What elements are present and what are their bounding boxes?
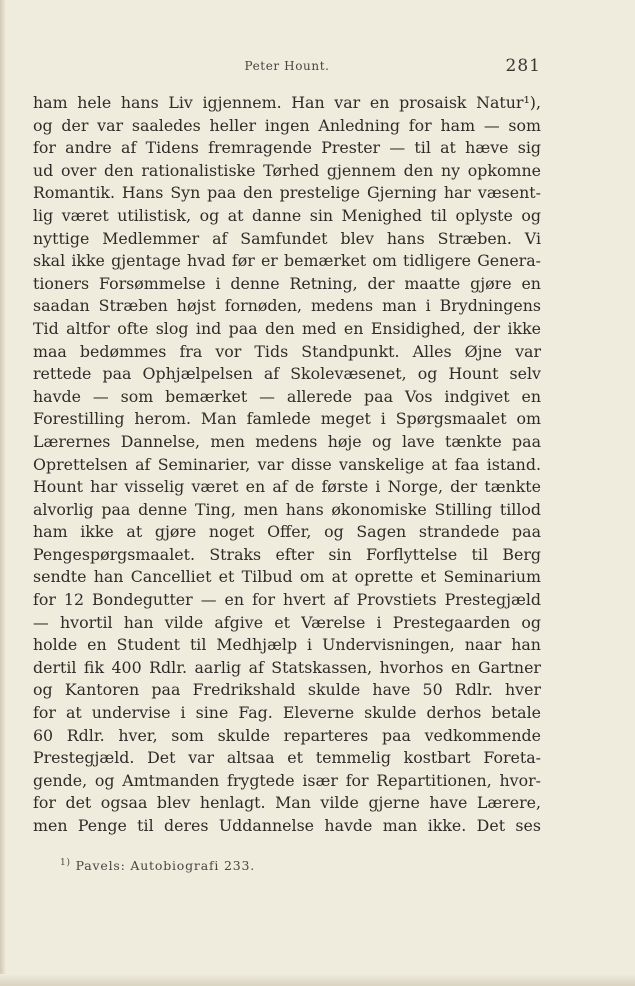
footnote-text: Pavels: Autobiografi 233. <box>75 858 255 873</box>
text-line: for andre af Tidens fremragende Prester — til at hæve sig <box>33 138 541 158</box>
text-line: og Kantoren paa Fredrikshald skulde have 50 Rdlr. hver <box>33 680 541 700</box>
running-head: Peter Hount. <box>244 59 330 73</box>
text-line: 60 Rdlr. hver, som skulde reparteres paa vedkommende <box>33 725 541 745</box>
text-line: ud over den rationalistiske Tørhed gjennem den ny opkomne <box>33 160 541 180</box>
text-line: Oprettelsen af Seminarier, var disse vanskelige at faa istand. <box>33 454 541 474</box>
text-line: for 12 Bondegutter — en for hvert af Provstiets Prestegjæld <box>33 590 541 610</box>
page-number: 281 <box>505 56 541 76</box>
text-line: holde en Student til Medhjælp i Undervisningen, naar han <box>33 635 541 655</box>
page-bottom-edge <box>0 974 635 986</box>
text-line: for at undervise i sine Fag. Eleverne skulde derhos betale <box>33 703 541 723</box>
page-header <box>33 56 541 80</box>
text-line: og der var saaledes heller ingen Anledning for ham — som <box>33 115 541 135</box>
text-line: Hount har visselig været en af de første i Norge, der tænkte <box>33 477 541 497</box>
text-line: dertil fik 400 Rdlr. aarlig af Statskassen, hvorhos en Gartner <box>33 657 541 677</box>
text-line: havde — som bemærket — allerede paa Vos indgivet en <box>33 386 541 406</box>
text-line: sendte han Cancelliet et Tilbud om at oprette et Seminarium <box>33 567 541 587</box>
text-line: ham hele hans Liv igjennem. Han var en prosaisk Natur¹), <box>33 93 541 112</box>
text-line: lig været utilistisk, og at danne sin Menighed til oplyste og <box>33 205 541 225</box>
text-line: tioners Forsømmelse i denne Retning, der maatte gjøre en <box>33 273 541 293</box>
text-line: saadan Stræben højst fornøden, medens man i Brydningens <box>33 296 541 316</box>
footnote-marker: 1) <box>60 858 71 868</box>
text-line: Prestegjæld. Det var altsaa et temmelig kostbart Foreta- <box>33 748 541 768</box>
text-line: Tid altfor ofte slog ind paa den med en Ensidighed, der ikke <box>33 318 541 338</box>
text-line: men Penge til deres Uddannelse havde man ikke. Det ses <box>33 816 541 835</box>
text-line: for det ogsaa blev henlagt. Man vilde gjerne have Lærere, <box>33 793 541 813</box>
text-line: Pengespørgsmaalet. Straks efter sin Forflyttelse til Berg <box>33 544 541 564</box>
text-line: ham ikke at gjøre noget Offer, og Sagen strandede paa <box>33 522 541 542</box>
footnote <box>60 858 255 873</box>
text-line: Lærernes Dannelse, men medens høje og lave tænkte paa <box>33 431 541 451</box>
text-line: Forestilling herom. Man famlede meget i Spørgsmaalet om <box>33 409 541 429</box>
text-line: alvorlig paa denne Ting, men hans økonomiske Stilling tillod <box>33 499 541 519</box>
text-line: skal ikke gjentage hvad før er bemærket om tidligere Genera- <box>33 251 541 271</box>
text-line: Romantik. Hans Syn paa den prestelige Gjerning har væsent- <box>33 183 541 203</box>
text-line: — hvortil han vilde afgive et Værelse i Prestegaarden og <box>33 612 541 632</box>
text-line: nyttige Medlemmer af Samfundet blev hans Stræben. Vi <box>33 228 541 248</box>
page-left-edge <box>0 0 6 986</box>
text-line: gende, og Amtmanden frygtede især for Repartitionen, hvor- <box>33 770 541 790</box>
text-line: maa bedømmes fra vor Tids Standpunkt. Alles Øjne var <box>33 341 541 361</box>
body-text <box>33 92 541 838</box>
text-line: rettede paa Ophjælpelsen af Skolevæsenet, og Hount selv <box>33 364 541 384</box>
